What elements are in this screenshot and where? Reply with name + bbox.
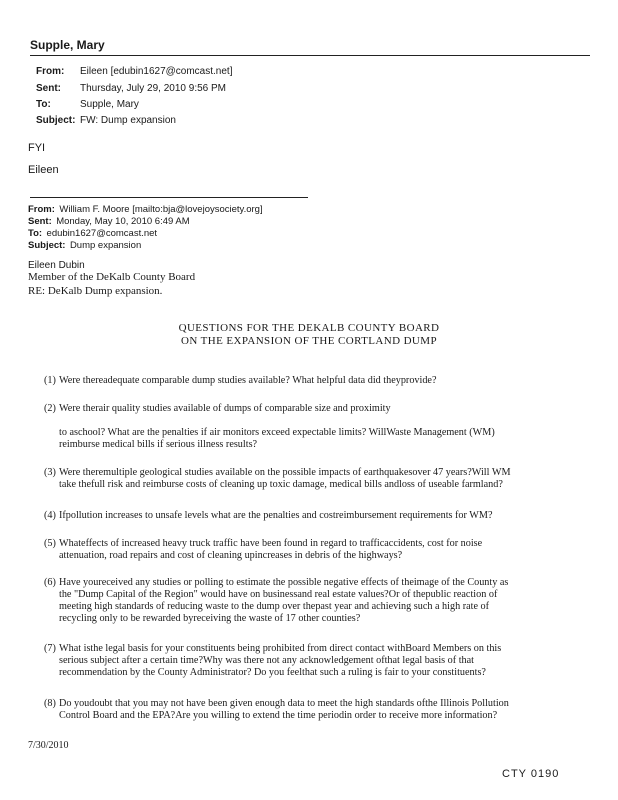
fwd-to-label: To: [28, 228, 43, 239]
addressee-name: Eileen Dubin [28, 260, 85, 271]
fwd-from-value: William F. Moore [mailto:bja@lovejoysociety.org] [59, 204, 263, 215]
question-number: (3) [44, 467, 56, 478]
question-text: What isthe legal basis for your constituents being prohibited from direct contact withBoard Members on this [59, 643, 502, 654]
question-number: (6) [44, 577, 56, 588]
question-text: Control Board and the EPA?Are you willing to extend the time periodin order to receive more information? [59, 710, 498, 721]
question-text: to aschool? What are the penalties if air monitors exceed expectable limits? WillWaste Management (WM) [59, 427, 495, 438]
question-text: the "Dump Capital of the Region" would have on businessand real estate values?Or of thepublic reaction of [59, 589, 498, 600]
fyi-text: FYI [28, 142, 46, 154]
fwd-subject-value: Dump expansion [69, 240, 142, 251]
fwd-sent-label: Sent: [28, 216, 52, 227]
header-divider [30, 55, 590, 56]
question-text: attenuation, road repairs and cost of cleaning upincreases in debris of the highways? [59, 550, 403, 561]
sender-name: Supple, Mary [30, 38, 105, 52]
fwd-subject-line [28, 235, 141, 253]
signoff-text: Eileen [28, 164, 59, 176]
question-text: Whateffects of increased heavy truck traffic have been found in regard to trafficaccidents, cost for noise [59, 538, 483, 549]
to-value: Supple, Mary [80, 99, 139, 110]
question-text: serious subject after a certain time?Why was there not any acknowledgement ofthat legal basis of that [59, 655, 474, 666]
question-number: (4) [44, 510, 56, 521]
fwd-from-label: From: [28, 204, 55, 215]
fwd-sent-value: Monday, May 10, 2010 6:49 AM [56, 216, 190, 227]
regarding-line: RE: DeKalb Dump expansion. [28, 285, 163, 297]
fwd-subject-label: Subject: [28, 240, 66, 251]
document-title-line-2: ON THE EXPANSION OF THE CORTLAND DUMP [181, 335, 437, 347]
question-number: (7) [44, 643, 56, 654]
question-text: take thefull risk and reimburse costs of cleaning up toxic damage, medical bills andloss of useable farmland? [59, 479, 503, 490]
question-number: (5) [44, 538, 56, 549]
question-number: (2) [44, 403, 56, 414]
question-text: Do youdoubt that you may not have been given enough data to meet the high standards ofthe Illinois Pollution [59, 698, 509, 709]
question-text: Were therair quality studies available of dumps of comparable size and proximity [59, 403, 391, 414]
question-text: recommendation by the County Administrator? Do you feelthat such a ruling is fair to your constituents? [59, 667, 486, 678]
question-text: Ifpollution increases to unsafe levels what are the penalties and costreimbursement requirements for WM? [59, 510, 493, 521]
footer-date: 7/30/2010 [28, 740, 69, 751]
subject-label: Subject: [36, 115, 76, 126]
question-text: Have youreceived any studies or polling to estimate the possible negative effects of theimage of the County as [59, 577, 509, 588]
question-text: recycling only to be rewarded byreceiving the waste of 17 other counties? [59, 613, 361, 624]
from-value: Eileen [edubin1627@comcast.net] [80, 66, 233, 77]
sent-label: Sent: [36, 83, 61, 94]
subject-value: FW: Dump expansion [80, 115, 176, 126]
from-label: From: [36, 66, 65, 77]
question-number: (1) [44, 375, 56, 386]
question-text: reimburse medical bills if serious illness results? [59, 439, 258, 450]
question-text: meeting high standards of reducing waste to the dump over thepast year and achieving such a high rate of [59, 601, 490, 612]
question-text: Were thereadequate comparable dump studies available? What helpful data did theyprovide? [59, 375, 437, 386]
question-number: (8) [44, 698, 56, 709]
question-text: Were theremultiple geological studies available on the possible impacts of earthquakesover 47 years?Will WM [59, 467, 511, 478]
to-label: To: [36, 99, 51, 110]
document-title-line-1: QUESTIONS FOR THE DEKALB COUNTY BOARD [178, 322, 440, 334]
fwd-to-value: edubin1627@comcast.net [46, 228, 158, 239]
sent-value: Thursday, July 29, 2010 9:56 PM [80, 83, 227, 94]
forward-divider [30, 197, 308, 198]
document-id: CTY 0190 [502, 768, 560, 780]
addressee-role: Member of the DeKalb County Board [28, 271, 196, 283]
